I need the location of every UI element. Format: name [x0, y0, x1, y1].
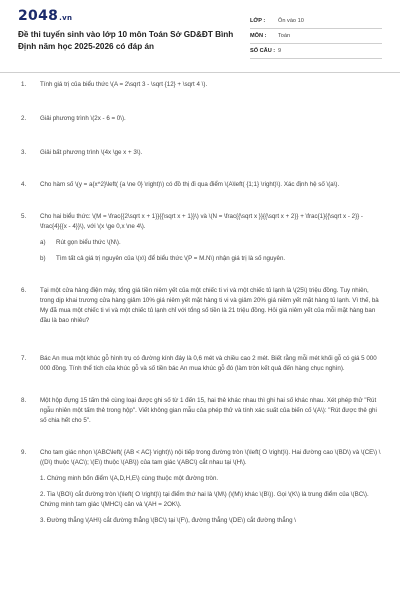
- part-text: Tìm tất cả giá trị nguyên của \(x\) để biểu thức \(P = M.N\) nhận giá trị là số nguyên.: [56, 255, 286, 262]
- question-7: [0, 354, 384, 374]
- question-number: 6.: [21, 287, 27, 294]
- question-text: Tại một cửa hàng điện máy, tổng giá tiền niêm yết của một chiếc ti vi và một chiếc tủ lạnh là \(25\) triệu đồng. Tuy nhiên, trong dịp khai trương cửa hàng giảm 10% giá niêm yết mặt hàng ti vi và giảm 20% giá niêm yết mặt hàng tủ lạnh. Vì thế, bà My đã mua một chiếc ti vi và một chiếc tủ lạnh chỉ với tổng số tiền là 21 triệu đồng. Hỏi giá niêm yết của mỗi mặt hàng ban đầu là bao nhiêu?: [40, 287, 379, 324]
- exam-meta: [250, 14, 382, 59]
- question-5-part-b: [0, 254, 384, 264]
- question-9-part-2: 2. Tia \(BO\) cắt đường tròn \(\left( O \right)\) tại điểm thứ hai là \(M\) (\(M\) khác \(B\)). Gọi \(K\) là trung điểm của \(BC\). Chứng minh tam giác \(MHC\) cân và \(AH = 2OK\).: [40, 491, 369, 508]
- exam-title: Đề thi tuyển sinh vào lớp 10 môn Toán Sở GD&ĐT Bình Định năm học 2025-2026 có đáp án: [18, 30, 234, 51]
- question-text: Tính giá trị của biểu thức \(A = 2\sqrt 3 - \sqrt {12} + \sqrt 4 \).: [40, 81, 208, 88]
- question-1: [0, 80, 384, 90]
- question-number: 9.: [21, 449, 27, 456]
- meta-row-mon: [250, 29, 382, 44]
- question-text: Bác An mua một khúc gỗ hình trụ có đường kính đáy là 0,6 mét và chiều cao 2 mét. Biết rằng mỗi mét khối gỗ có giá 5 000 000 đồng. Tính thể tích của khúc gỗ và số tiền bác An mua khúc gỗ đó (làm tròn kết quả đến hàng chục nghìn).: [40, 355, 377, 372]
- part-letter: a): [40, 239, 46, 246]
- meta-row-socau: [250, 44, 382, 59]
- question-number: 2.: [21, 115, 27, 122]
- site-logo[interactable]: 2048.vn: [18, 8, 73, 24]
- question-number: 5.: [21, 213, 27, 220]
- question-number: 1.: [21, 81, 27, 88]
- meta-label-socau: SỐ CÂU :: [250, 48, 276, 54]
- question-2: [0, 114, 384, 124]
- question-text: Cho tam giác nhọn \(ABC\left( {AB < AC} \right)\) nội tiếp trong đường tròn \(\left( O \right)\). Hai đường cao \(BD\) và \(CE\) \((D\) thuộc \(AC\); \(E\) thuộc \(AB\)) của tam giác \(ABC\) cắt nhau tại \(H\).: [40, 449, 381, 466]
- question-6: [0, 286, 384, 326]
- question-9-part-3: 3. Đường thẳng \(AH\) cắt đường thẳng \(BC\) tại \(F\), đường thẳng \(DE\) cắt đường thẳng \: [40, 517, 297, 524]
- question-text: Cho hàm số \(y = a{x^2}\left( {a \ne 0} \right)\) có đồ thị đi qua điểm \(A\left( {1;1} \right)\). Xác định hệ số \(a\).: [40, 181, 340, 188]
- question-number: 7.: [21, 355, 27, 362]
- meta-label-mon: MÔN :: [250, 33, 267, 39]
- part-text: Rút gọn biểu thức \(N\).: [56, 239, 121, 246]
- part-letter: b): [40, 255, 46, 262]
- question-3: [0, 148, 384, 158]
- question-9-part-1: 1. Chứng minh bốn điểm \(A,D,H,E\) cùng thuộc một đường tròn.: [40, 475, 219, 482]
- question-text: Một hộp đựng 15 tấm thẻ cùng loại được ghi số từ 1 đến 15, hai thẻ khác nhau thì ghi hai số khác nhau. Xét phép thử "Rút ngẫu nhiên một tấm thẻ trong hộp". Viết không gian mẫu của phép thử và tính xác suất của biến cố \(A\): "Rút được thẻ ghi số chia hết cho 5".: [40, 397, 377, 424]
- question-8: [0, 396, 384, 426]
- question-number: 4.: [21, 181, 27, 188]
- header-divider: [0, 72, 400, 73]
- question-list: [0, 80, 400, 526]
- question-text: Giải bất phương trình \(4x \ge x + 3\).: [40, 149, 143, 156]
- question-5-part-a: [0, 238, 384, 248]
- question-4: [0, 180, 384, 190]
- question-5: [0, 212, 384, 232]
- question-number: 3.: [21, 149, 27, 156]
- meta-value-socau: 9: [278, 48, 282, 54]
- meta-label-lop: LỚP :: [250, 18, 266, 24]
- meta-value-mon: Toán: [278, 33, 291, 39]
- question-text: Giải phương trình \(2x - 6 = 0\).: [40, 115, 126, 122]
- meta-row-lop: [250, 14, 382, 29]
- question-text: Cho hai biểu thức: \(M = \frac{{2\sqrt x + 1}}{{\sqrt x + 1}}\) và \(N = \frac{{\sqrt x }}{{\sqrt x + 2}} + \frac{1}{{\sqrt x - 2}} - \frac{4}{{x - 4}}\), với \(x \ge 0,x \ne 4\).: [40, 213, 363, 230]
- header: [0, 0, 400, 72]
- meta-value-lop: Ôn vào 10: [278, 18, 304, 24]
- question-number: 8.: [21, 397, 27, 404]
- question-9: [0, 448, 384, 468]
